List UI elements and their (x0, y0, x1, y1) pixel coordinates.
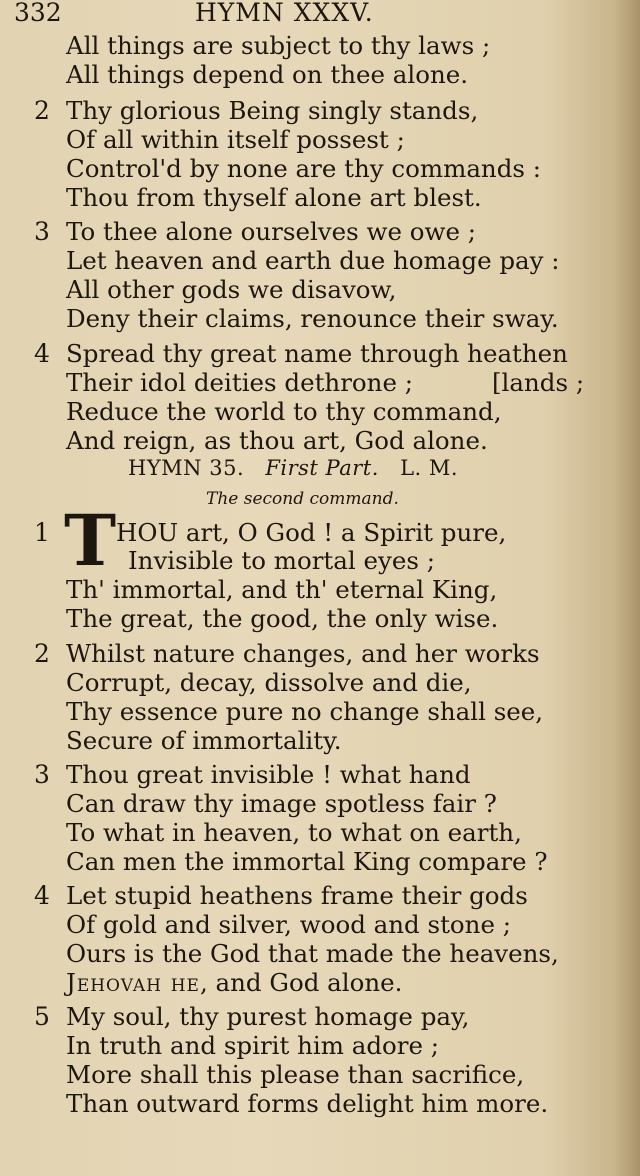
verse-line: Secure of immortality. (66, 726, 342, 755)
verse-line: More shall this please than sacrifice, (66, 1060, 525, 1089)
verse-line: Than outward forms delight him more. (66, 1089, 549, 1118)
verse-line: All things are subject to thy laws ; (66, 31, 491, 60)
verse-line: Of all within itself possest ; (66, 125, 405, 154)
verse-line: Thou great invisible ! what hand (66, 760, 471, 789)
verse-line: Deny their claims, renounce their sway. (66, 304, 559, 333)
verse-number: 1 (34, 518, 50, 547)
turnover-text: [lands ; (492, 368, 585, 397)
verse-number: 3 (34, 760, 50, 789)
page-number: 332 (14, 0, 62, 27)
verse-line: Invisible to mortal eyes ; (128, 546, 435, 575)
verse-line: My soul, thy purest homage pay, (66, 1002, 470, 1031)
verse-line: All things depend on thee alone. (66, 60, 469, 89)
verse-number: 4 (34, 881, 50, 910)
verse-number: 4 (34, 339, 50, 368)
verse-line: Their idol deities dethrone ; (66, 368, 413, 397)
verse-line: All other gods we disavow, (66, 275, 397, 304)
verse-line: To thee alone ourselves we owe ; (66, 217, 477, 246)
hymn-meter: L. M. (400, 456, 459, 480)
verse-line: Let heaven and earth due homage pay : (66, 246, 560, 275)
verse-line: Let stupid heathens frame their gods (66, 881, 528, 910)
page-header (0, 0, 640, 28)
verse-line: Jehovah he, and God alone. (66, 968, 403, 997)
verse-line: Control'd by none are thy commands : (66, 154, 542, 183)
hymn-subtitle: The second command. (206, 489, 399, 509)
drop-cap: T (64, 499, 117, 582)
verse-line: HOU art, O God ! a Spirit pure, (116, 518, 507, 547)
verse-number: 5 (34, 1002, 50, 1031)
running-head: HYMN XXXV. (195, 0, 374, 27)
divine-name: Jehovah he (66, 968, 200, 997)
verse-number: 3 (34, 217, 50, 246)
verse-line: Thy glorious Being singly stands, (66, 96, 479, 125)
verse-line: Ours is the God that made the heavens, (66, 939, 559, 968)
verse-line: Corrupt, decay, dissolve and die, (66, 668, 472, 697)
verse-line: Th' immortal, and th' eternal King, (66, 575, 498, 604)
verse-line: In truth and spirit him adore ; (66, 1031, 440, 1060)
verse-line: And reign, as thou art, God alone. (66, 426, 488, 455)
verse-line: Thou from thyself alone art blest. (66, 183, 482, 212)
verse-line: Can men the immortal King compare ? (66, 847, 548, 876)
verse-line: Of gold and silver, wood and stone ; (66, 910, 512, 939)
verse-number: 2 (34, 96, 50, 125)
hymn-number: HYMN 35. (128, 456, 245, 480)
verse-line: Spread thy great name through heathen (66, 339, 568, 368)
hymn-heading (128, 456, 458, 480)
verse-line: The great, the good, the only wise. (66, 604, 499, 633)
verse-line: Thy essence pure no change shall see, (66, 697, 544, 726)
verse-number: 2 (34, 639, 50, 668)
verse-line: To what in heaven, to what on earth, (66, 818, 522, 847)
hymn-part: First Part. (265, 456, 379, 480)
verse-line: Reduce the world to thy command, (66, 397, 502, 426)
verse-line: Can draw thy image spotless fair ? (66, 789, 497, 818)
verse-line: Whilst nature changes, and her works (66, 639, 540, 668)
